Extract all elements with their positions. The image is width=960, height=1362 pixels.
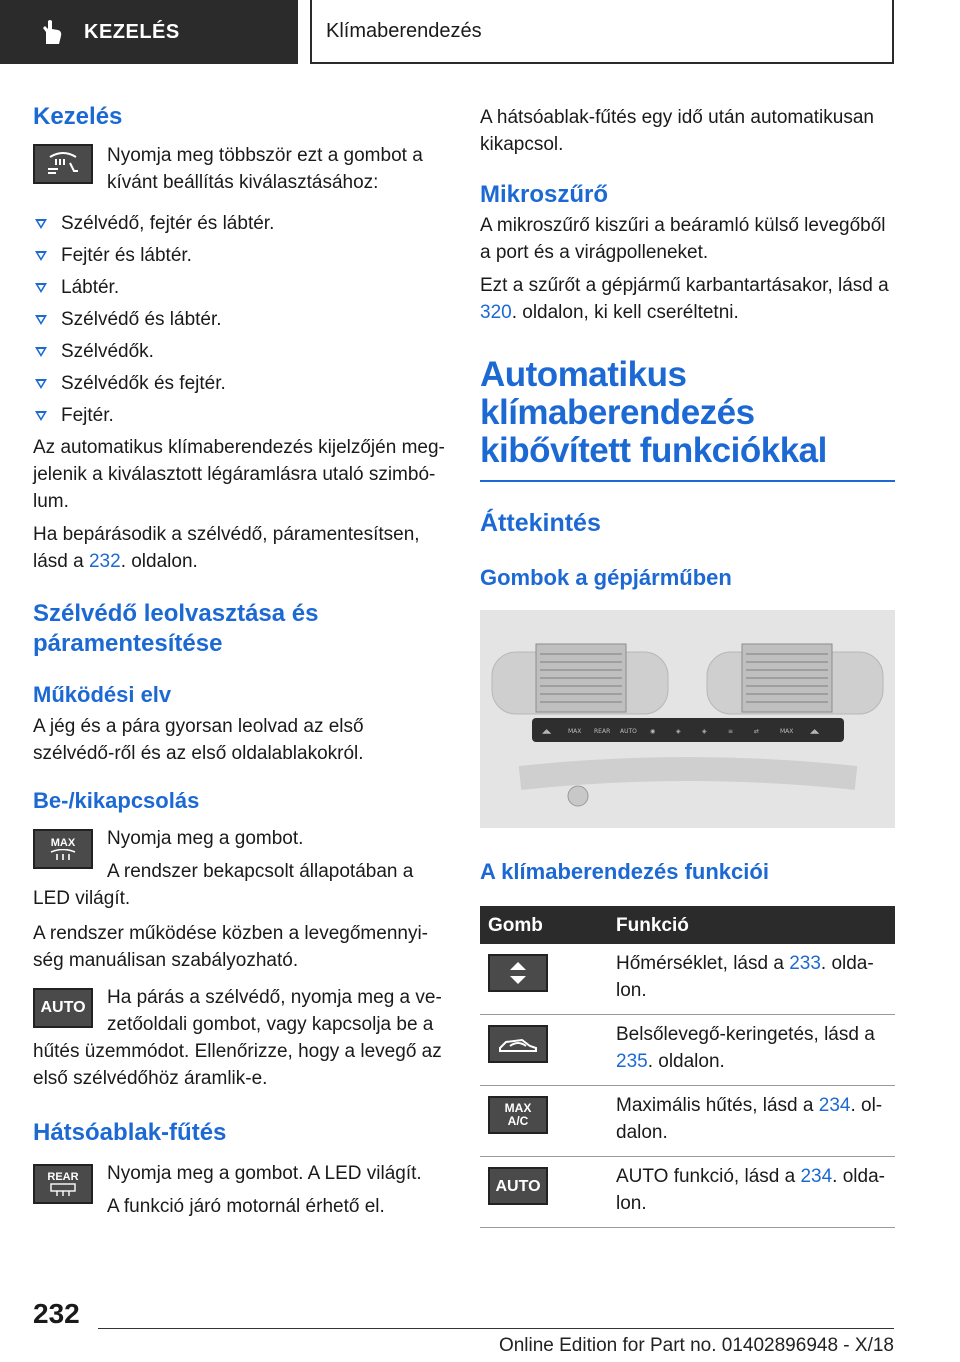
- table-cell: AUTO funkció, lásd a 234. olda-lon.: [608, 1157, 895, 1228]
- kezeles-text: Nyomja meg többször ezt a gombot a kívánt beállítás kiválasztásához:: [107, 145, 423, 193]
- heading-attekintes: Áttekintés: [480, 509, 601, 537]
- list-item: Szélvédő, fejtér és lábtér.: [33, 208, 445, 240]
- paragraph: Nyomja meg a gombot.: [107, 828, 304, 849]
- paragraph: A rendszer bekapcsolt állapotában a LED világít.: [33, 861, 414, 909]
- footer-rule: [98, 1328, 894, 1329]
- paragraph: Ezt a szűrőt a gépjármű karbantartásakor, lásd a 320. oldalon, ki kell cseréltetni.: [480, 275, 889, 323]
- airflow-button-icon: [33, 144, 93, 184]
- recirculation-icon: [488, 1025, 548, 1063]
- heading-bekikapcs: Be-/kikapcsolás: [33, 788, 200, 813]
- functions-table: [480, 906, 895, 1228]
- heading-kezeles: Kezelés: [33, 103, 123, 130]
- hand-icon: [38, 18, 66, 46]
- list-item: Szélvédő és lábtér.: [33, 304, 445, 336]
- page-link[interactable]: 235: [616, 1051, 648, 1072]
- svg-text:MAX: MAX: [780, 728, 794, 735]
- table-cell: Maximális hűtés, lásd a 234. ol-dalon.: [608, 1086, 895, 1157]
- chapter-title: [310, 0, 894, 64]
- paragraph: Ha párás a szélvédő, nyomja meg a ve-zetőoldali gombot, vagy kapcsolja be a hűtés üzemmódot. Ellenőrizze, hogy a levegő az első szélvédőhöz áramlik-e.: [33, 987, 442, 1089]
- col-header: Gomb: [480, 906, 608, 944]
- heading-szelvedo: Szélvédő leolvasztása és páramentesítése: [33, 600, 319, 657]
- paragraph: A jég és a pára gyorsan leolvad az első szélvédő-ről és az első oldalablakokról.: [33, 716, 364, 764]
- right-column: [480, 100, 895, 1228]
- paragraph: A hátsóablak-fűtés egy idő után automatikusan kikapcsol.: [480, 107, 874, 155]
- table-row: [480, 1086, 895, 1157]
- auto-icon: AUTO: [488, 1167, 548, 1205]
- page-link[interactable]: 320: [480, 302, 512, 323]
- page-link[interactable]: 232: [88, 551, 121, 572]
- list-item: Szélvédők és fejtér.: [33, 368, 445, 400]
- svg-text:◉: ◉: [650, 728, 656, 735]
- paragraph: Ha bepárásodik a szélvédő, páramentesítsen, lásd a 232. oldalon.: [33, 524, 420, 572]
- page-link[interactable]: 234: [818, 1095, 851, 1116]
- rear-defrost-button-icon: REAR: [33, 1164, 93, 1204]
- auto-button-icon: AUTO: [33, 988, 93, 1028]
- section-label: KEZELÉS: [84, 20, 180, 43]
- paragraph: Az automatikus klímaberendezés kijelzőjén meg-jelenik a kiválasztott légáramlásra utaló szimbó-lum.: [33, 437, 445, 512]
- svg-text:◈: ◈: [702, 728, 707, 735]
- temp-arrows-icon: [488, 954, 548, 992]
- airflow-options-list: [33, 208, 445, 432]
- page-number: 232: [33, 1298, 80, 1329]
- svg-text:◢◣: ◢◣: [810, 728, 820, 735]
- table-row: [480, 1015, 895, 1086]
- col-header: Funkció: [608, 906, 895, 944]
- dashboard-vents-image: [480, 610, 895, 828]
- svg-text:◢◣: ◢◣: [542, 728, 552, 735]
- max-defrost-button-icon: MAX: [33, 829, 93, 869]
- heading-funkcioi: A klímaberendezés funkciói: [480, 859, 769, 884]
- table-row: [480, 944, 895, 1015]
- left-column: [33, 100, 445, 1220]
- table-cell: Belsőlevegő-keringetés, lásd a 235. oldalon.: [608, 1015, 895, 1086]
- paragraph: Nyomja meg a gombot. A LED világít.: [107, 1163, 422, 1184]
- heading-mukodes: Működési elv: [33, 682, 172, 707]
- list-item: Fejtér és lábtér.: [33, 240, 445, 272]
- list-item: Fejtér.: [33, 400, 445, 432]
- page-link[interactable]: 233: [789, 953, 821, 974]
- svg-text:≡: ≡: [728, 728, 734, 735]
- heading-hatso: Hátsóablak-fűtés: [33, 1119, 227, 1146]
- paragraph: A rendszer működése közben a levegőmennyi-ség manuálisan szabályozható.: [33, 923, 429, 971]
- paragraph: A funkció járó motornál érhető el.: [107, 1196, 385, 1217]
- heading-rule: [480, 480, 895, 482]
- svg-text:REAR: REAR: [594, 728, 611, 735]
- heading-automatikus: Automatikus klímaberendezés kibővített funkciókkal: [480, 355, 827, 470]
- edition-text: Online Edition for Part no. 01402896948 - X/18: [498, 1335, 894, 1356]
- chapter-title-text: Klímaberendezés: [326, 19, 482, 42]
- svg-text:AUTO: AUTO: [620, 728, 637, 735]
- svg-text:◈: ◈: [676, 728, 681, 735]
- climate-panel-photo: [480, 610, 895, 828]
- max-ac-icon: MAX A/C: [488, 1096, 548, 1134]
- svg-text:MAX: MAX: [568, 728, 582, 735]
- heading-mikro: Mikroszűrő: [480, 181, 609, 208]
- heading-gombok: Gombok a gépjárműben: [480, 565, 732, 590]
- paragraph: A mikroszűrő kiszűri a beáramló külső levegőből a port és a virágpolleneket.: [480, 215, 886, 263]
- list-item: Lábtér.: [33, 272, 445, 304]
- list-item: Szélvédők.: [33, 336, 445, 368]
- table-row: [480, 1157, 895, 1228]
- page-link[interactable]: 234: [800, 1166, 833, 1187]
- svg-text:⇄: ⇄: [754, 728, 760, 735]
- table-header-row: [480, 906, 895, 944]
- section-tab: [0, 0, 298, 64]
- table-cell: Hőmérséklet, lásd a 233. olda-lon.: [608, 944, 895, 1015]
